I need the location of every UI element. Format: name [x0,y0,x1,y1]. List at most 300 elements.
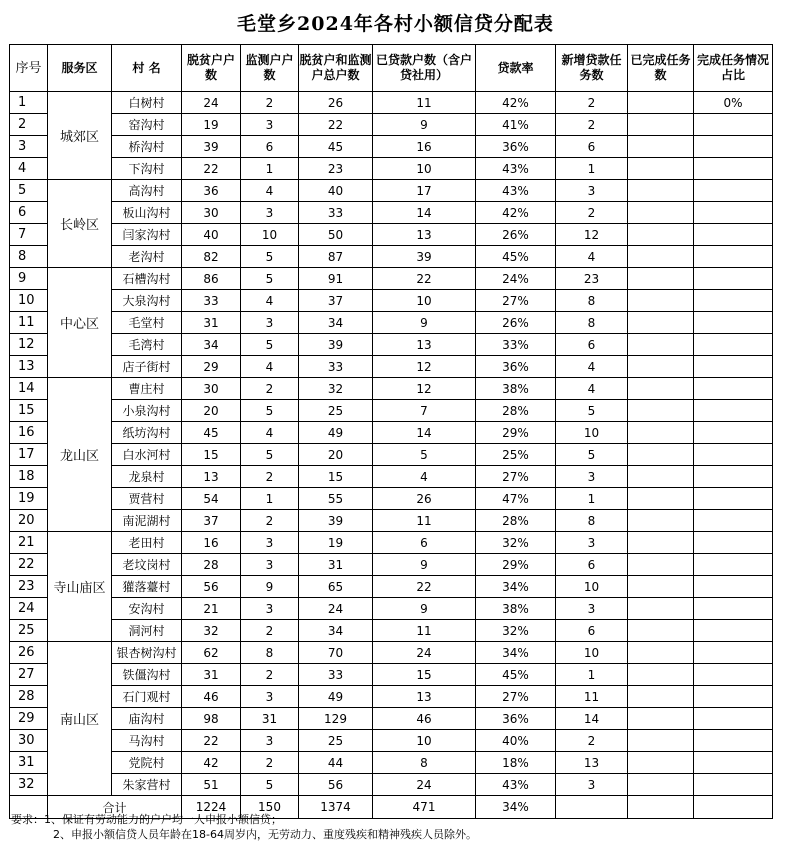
cell-loan-rate[interactable]: 38% [476,598,556,620]
cell-total-households[interactable]: 23 [299,158,373,180]
cell-new-loan-tasks[interactable]: 11 [556,686,628,708]
cell-monitored-households[interactable]: 3 [241,532,299,554]
cell-loaned-households[interactable]: 13 [373,334,476,356]
cell-loan-rate[interactable]: 42% [476,92,556,114]
cell-completion-ratio[interactable] [694,532,773,554]
total-loan-rate[interactable]: 34% [476,796,556,819]
cell-poor-households[interactable]: 62 [182,642,241,664]
cell-completion-ratio[interactable] [694,576,773,598]
cell-poor-households[interactable]: 36 [182,180,241,202]
cell-new-loan-tasks[interactable]: 1 [556,158,628,180]
cell-seq[interactable]: 32 [10,774,48,796]
cell-loan-rate[interactable]: 43% [476,158,556,180]
cell-seq[interactable]: 15 [10,400,48,422]
cell-completed-tasks[interactable] [628,532,694,554]
cell-new-loan-tasks[interactable]: 8 [556,312,628,334]
cell-total-households[interactable]: 50 [299,224,373,246]
cell-completed-tasks[interactable] [628,158,694,180]
cell-new-loan-tasks[interactable]: 6 [556,554,628,576]
cell-loaned-households[interactable]: 46 [373,708,476,730]
cell-completion-ratio[interactable] [694,444,773,466]
cell-poor-households[interactable]: 45 [182,422,241,444]
cell-loan-rate[interactable]: 29% [476,422,556,444]
cell-seq[interactable]: 20 [10,510,48,532]
cell-new-loan-tasks[interactable]: 10 [556,576,628,598]
cell-poor-households[interactable]: 21 [182,598,241,620]
cell-poor-households[interactable]: 51 [182,774,241,796]
cell-loaned-households[interactable]: 10 [373,158,476,180]
cell-village[interactable]: 大泉沟村 [112,290,182,312]
cell-seq[interactable]: 12 [10,334,48,356]
cell-poor-households[interactable]: 31 [182,664,241,686]
cell-completed-tasks[interactable] [628,268,694,290]
cell-loaned-households[interactable]: 9 [373,114,476,136]
cell-completion-ratio[interactable] [694,664,773,686]
cell-total-households[interactable]: 31 [299,554,373,576]
cell-completion-ratio[interactable] [694,224,773,246]
cell-completion-ratio[interactable] [694,356,773,378]
cell-loaned-households[interactable]: 22 [373,268,476,290]
cell-poor-households[interactable]: 54 [182,488,241,510]
cell-loan-rate[interactable]: 27% [476,466,556,488]
cell-village[interactable]: 店子街村 [112,356,182,378]
cell-village[interactable]: 石槽沟村 [112,268,182,290]
cell-seq[interactable]: 4 [10,158,48,180]
cell-completion-ratio[interactable] [694,730,773,752]
cell-seq[interactable]: 25 [10,620,48,642]
cell-new-loan-tasks[interactable]: 13 [556,752,628,774]
cell-poor-households[interactable]: 33 [182,290,241,312]
cell-village[interactable]: 高沟村 [112,180,182,202]
cell-seq[interactable]: 14 [10,378,48,400]
cell-village[interactable]: 马沟村 [112,730,182,752]
cell-completed-tasks[interactable] [628,444,694,466]
cell-total-households[interactable]: 70 [299,642,373,664]
cell-poor-households[interactable]: 42 [182,752,241,774]
cell-completion-ratio[interactable] [694,620,773,642]
cell-total-households[interactable]: 49 [299,422,373,444]
cell-village[interactable]: 洞河村 [112,620,182,642]
cell-new-loan-tasks[interactable]: 8 [556,510,628,532]
cell-loan-rate[interactable]: 18% [476,752,556,774]
cell-new-loan-tasks[interactable]: 2 [556,92,628,114]
cell-completed-tasks[interactable] [628,642,694,664]
cell-seq[interactable]: 28 [10,686,48,708]
cell-loan-rate[interactable]: 24% [476,268,556,290]
cell-poor-households[interactable]: 32 [182,620,241,642]
total-loaned-households[interactable]: 471 [373,796,476,819]
cell-poor-households[interactable]: 30 [182,202,241,224]
cell-village[interactable]: 铁僵沟村 [112,664,182,686]
cell-completed-tasks[interactable] [628,180,694,202]
cell-total-households[interactable]: 26 [299,92,373,114]
cell-poor-households[interactable]: 20 [182,400,241,422]
cell-loaned-households[interactable]: 15 [373,664,476,686]
cell-district[interactable]: 龙山区 [48,378,112,532]
cell-total-households[interactable]: 37 [299,290,373,312]
cell-loaned-households[interactable]: 26 [373,488,476,510]
cell-completed-tasks[interactable] [628,114,694,136]
cell-village[interactable]: 白树村 [112,92,182,114]
cell-completion-ratio[interactable] [694,136,773,158]
cell-seq[interactable]: 29 [10,708,48,730]
cell-new-loan-tasks[interactable]: 2 [556,202,628,224]
cell-monitored-households[interactable]: 1 [241,158,299,180]
cell-poor-households[interactable]: 22 [182,730,241,752]
cell-monitored-households[interactable]: 5 [241,268,299,290]
cell-monitored-households[interactable]: 3 [241,598,299,620]
cell-village[interactable]: 纸坊沟村 [112,422,182,444]
cell-completed-tasks[interactable] [628,598,694,620]
cell-new-loan-tasks[interactable]: 14 [556,708,628,730]
cell-total-households[interactable]: 56 [299,774,373,796]
cell-monitored-households[interactable]: 4 [241,180,299,202]
cell-new-loan-tasks[interactable]: 4 [556,356,628,378]
cell-completion-ratio[interactable] [694,488,773,510]
cell-total-households[interactable]: 33 [299,356,373,378]
cell-completed-tasks[interactable] [628,202,694,224]
cell-village[interactable]: 毛湾村 [112,334,182,356]
cell-loan-rate[interactable]: 43% [476,180,556,202]
cell-new-loan-tasks[interactable]: 12 [556,224,628,246]
cell-loaned-households[interactable]: 9 [373,312,476,334]
cell-total-households[interactable]: 33 [299,202,373,224]
cell-total-households[interactable]: 33 [299,664,373,686]
cell-monitored-households[interactable]: 2 [241,466,299,488]
cell-loan-rate[interactable]: 26% [476,312,556,334]
cell-completed-tasks[interactable] [628,620,694,642]
cell-seq[interactable]: 10 [10,290,48,312]
total-total-households[interactable]: 1374 [299,796,373,819]
cell-completed-tasks[interactable] [628,378,694,400]
cell-completion-ratio[interactable] [694,708,773,730]
cell-completion-ratio[interactable] [694,378,773,400]
cell-monitored-households[interactable]: 3 [241,730,299,752]
cell-completion-ratio[interactable] [694,334,773,356]
cell-loaned-households[interactable]: 17 [373,180,476,202]
cell-monitored-households[interactable]: 4 [241,356,299,378]
total-poor-households[interactable]: 1224 [182,796,241,819]
cell-poor-households[interactable]: 39 [182,136,241,158]
cell-completion-ratio[interactable] [694,598,773,620]
cell-total-households[interactable]: 55 [299,488,373,510]
cell-poor-households[interactable]: 34 [182,334,241,356]
cell-completion-ratio[interactable] [694,268,773,290]
cell-monitored-households[interactable]: 4 [241,422,299,444]
cell-monitored-households[interactable]: 2 [241,664,299,686]
cell-completed-tasks[interactable] [628,774,694,796]
cell-total-households[interactable]: 45 [299,136,373,158]
cell-completed-tasks[interactable] [628,576,694,598]
cell-loan-rate[interactable]: 32% [476,620,556,642]
cell-new-loan-tasks[interactable]: 6 [556,620,628,642]
cell-loaned-households[interactable]: 9 [373,598,476,620]
cell-seq[interactable]: 18 [10,466,48,488]
cell-completion-ratio[interactable] [694,312,773,334]
cell-loaned-households[interactable]: 11 [373,510,476,532]
cell-poor-households[interactable]: 31 [182,312,241,334]
cell-monitored-households[interactable]: 9 [241,576,299,598]
cell-total-households[interactable]: 25 [299,400,373,422]
cell-poor-households[interactable]: 28 [182,554,241,576]
cell-monitored-households[interactable]: 2 [241,752,299,774]
cell-monitored-households[interactable]: 1 [241,488,299,510]
cell-poor-households[interactable]: 15 [182,444,241,466]
cell-seq[interactable]: 17 [10,444,48,466]
cell-completion-ratio[interactable] [694,180,773,202]
cell-village[interactable]: 南泥湖村 [112,510,182,532]
cell-poor-households[interactable]: 86 [182,268,241,290]
cell-district[interactable]: 中心区 [48,268,112,378]
cell-loaned-households[interactable]: 10 [373,730,476,752]
cell-monitored-households[interactable]: 31 [241,708,299,730]
cell-total-households[interactable]: 91 [299,268,373,290]
cell-loan-rate[interactable]: 27% [476,290,556,312]
cell-loan-rate[interactable]: 41% [476,114,556,136]
cell-total-households[interactable]: 40 [299,180,373,202]
cell-completed-tasks[interactable] [628,752,694,774]
cell-monitored-households[interactable]: 3 [241,202,299,224]
cell-new-loan-tasks[interactable]: 1 [556,664,628,686]
cell-completed-tasks[interactable] [628,356,694,378]
cell-village[interactable]: 窑沟村 [112,114,182,136]
cell-village[interactable]: 桥沟村 [112,136,182,158]
cell-loan-rate[interactable]: 38% [476,378,556,400]
cell-monitored-households[interactable]: 4 [241,290,299,312]
cell-village[interactable]: 白水河村 [112,444,182,466]
cell-village[interactable]: 石门观村 [112,686,182,708]
cell-total-households[interactable]: 34 [299,312,373,334]
cell-loaned-households[interactable]: 13 [373,686,476,708]
cell-loan-rate[interactable]: 47% [476,488,556,510]
cell-district[interactable]: 长岭区 [48,180,112,268]
cell-total-households[interactable]: 87 [299,246,373,268]
total-monitored-households[interactable]: 150 [241,796,299,819]
cell-loan-rate[interactable]: 28% [476,510,556,532]
cell-total-households[interactable]: 129 [299,708,373,730]
cell-village[interactable]: 贾营村 [112,488,182,510]
cell-completion-ratio[interactable] [694,158,773,180]
cell-new-loan-tasks[interactable]: 4 [556,378,628,400]
cell-monitored-households[interactable]: 5 [241,444,299,466]
cell-village[interactable]: 毛堂村 [112,312,182,334]
cell-completed-tasks[interactable] [628,686,694,708]
cell-seq[interactable]: 31 [10,752,48,774]
cell-new-loan-tasks[interactable]: 3 [556,466,628,488]
cell-loan-rate[interactable]: 25% [476,444,556,466]
cell-seq[interactable]: 27 [10,664,48,686]
cell-poor-households[interactable]: 22 [182,158,241,180]
cell-seq[interactable]: 8 [10,246,48,268]
cell-completed-tasks[interactable] [628,708,694,730]
cell-monitored-households[interactable]: 8 [241,642,299,664]
cell-poor-households[interactable]: 40 [182,224,241,246]
cell-new-loan-tasks[interactable]: 8 [556,290,628,312]
cell-loan-rate[interactable]: 43% [476,774,556,796]
cell-village[interactable]: 安沟村 [112,598,182,620]
cell-village[interactable]: 朱家营村 [112,774,182,796]
cell-completion-ratio[interactable] [694,114,773,136]
cell-loan-rate[interactable]: 45% [476,664,556,686]
cell-new-loan-tasks[interactable]: 10 [556,422,628,444]
cell-monitored-households[interactable]: 2 [241,510,299,532]
cell-poor-households[interactable]: 46 [182,686,241,708]
cell-loaned-households[interactable]: 11 [373,92,476,114]
cell-loan-rate[interactable]: 42% [476,202,556,224]
cell-seq[interactable]: 16 [10,422,48,444]
cell-village[interactable]: 庙沟村 [112,708,182,730]
cell-total-households[interactable]: 39 [299,334,373,356]
cell-monitored-households[interactable]: 2 [241,378,299,400]
cell-district[interactable]: 南山区 [48,642,112,796]
cell-completed-tasks[interactable] [628,400,694,422]
cell-completion-ratio[interactable] [694,554,773,576]
cell-loaned-households[interactable]: 39 [373,246,476,268]
cell-completed-tasks[interactable] [628,92,694,114]
cell-total-households[interactable]: 25 [299,730,373,752]
cell-loaned-households[interactable]: 4 [373,466,476,488]
cell-loaned-households[interactable]: 14 [373,202,476,224]
cell-monitored-households[interactable]: 3 [241,312,299,334]
cell-village[interactable]: 老沟村 [112,246,182,268]
cell-poor-households[interactable]: 29 [182,356,241,378]
cell-total-households[interactable]: 34 [299,620,373,642]
cell-new-loan-tasks[interactable]: 10 [556,642,628,664]
cell-monitored-households[interactable]: 5 [241,334,299,356]
cell-loaned-households[interactable]: 10 [373,290,476,312]
cell-completion-ratio[interactable] [694,422,773,444]
total-label[interactable]: 合计 [48,796,182,819]
cell-completed-tasks[interactable] [628,554,694,576]
cell-seq[interactable]: 11 [10,312,48,334]
cell-village[interactable]: 板山沟村 [112,202,182,224]
cell-poor-households[interactable]: 82 [182,246,241,268]
cell-loaned-households[interactable]: 22 [373,576,476,598]
cell-poor-households[interactable]: 98 [182,708,241,730]
cell-monitored-households[interactable]: 10 [241,224,299,246]
cell-completed-tasks[interactable] [628,334,694,356]
cell-seq[interactable]: 26 [10,642,48,664]
cell-loaned-households[interactable]: 11 [373,620,476,642]
cell-seq[interactable]: 21 [10,532,48,554]
cell-seq[interactable]: 22 [10,554,48,576]
cell-completed-tasks[interactable] [628,664,694,686]
cell-completion-ratio[interactable] [694,774,773,796]
cell-monitored-households[interactable]: 5 [241,246,299,268]
cell-loaned-households[interactable]: 7 [373,400,476,422]
cell-completion-ratio[interactable] [694,510,773,532]
cell-completed-tasks[interactable] [628,290,694,312]
cell-new-loan-tasks[interactable]: 3 [556,774,628,796]
cell-poor-households[interactable]: 56 [182,576,241,598]
cell-seq[interactable]: 30 [10,730,48,752]
cell-seq[interactable]: 23 [10,576,48,598]
cell-loan-rate[interactable]: 27% [476,686,556,708]
cell-loan-rate[interactable]: 28% [476,400,556,422]
cell-new-loan-tasks[interactable]: 3 [556,598,628,620]
cell-total-households[interactable]: 39 [299,510,373,532]
cell-seq[interactable]: 2 [10,114,48,136]
cell-seq[interactable]: 9 [10,268,48,290]
cell-new-loan-tasks[interactable]: 23 [556,268,628,290]
cell-total-households[interactable]: 44 [299,752,373,774]
cell-seq[interactable]: 7 [10,224,48,246]
cell-completion-ratio[interactable] [694,290,773,312]
cell-new-loan-tasks[interactable]: 5 [556,444,628,466]
cell-loan-rate[interactable]: 32% [476,532,556,554]
cell-monitored-households[interactable]: 2 [241,620,299,642]
cell-completed-tasks[interactable] [628,488,694,510]
cell-loan-rate[interactable]: 34% [476,576,556,598]
cell-completion-ratio[interactable] [694,246,773,268]
cell-monitored-households[interactable]: 3 [241,114,299,136]
cell-district[interactable]: 寺山庙区 [48,532,112,642]
cell-total-households[interactable]: 15 [299,466,373,488]
cell-seq[interactable]: 19 [10,488,48,510]
cell-loaned-households[interactable]: 12 [373,356,476,378]
cell-loan-rate[interactable]: 29% [476,554,556,576]
cell-completed-tasks[interactable] [628,466,694,488]
cell-village[interactable]: 曹庄村 [112,378,182,400]
cell-loaned-households[interactable]: 13 [373,224,476,246]
cell-monitored-households[interactable]: 3 [241,686,299,708]
cell-new-loan-tasks[interactable]: 5 [556,400,628,422]
cell-total-households[interactable]: 20 [299,444,373,466]
cell-new-loan-tasks[interactable]: 6 [556,136,628,158]
cell-loaned-households[interactable]: 12 [373,378,476,400]
cell-loaned-households[interactable]: 8 [373,752,476,774]
cell-seq[interactable]: 6 [10,202,48,224]
cell-new-loan-tasks[interactable]: 2 [556,114,628,136]
cell-loaned-households[interactable]: 14 [373,422,476,444]
cell-loaned-households[interactable]: 24 [373,774,476,796]
cell-completion-ratio[interactable] [694,642,773,664]
cell-village[interactable]: 老坟岗村 [112,554,182,576]
cell-loan-rate[interactable]: 40% [476,730,556,752]
cell-new-loan-tasks[interactable]: 3 [556,532,628,554]
cell-total-households[interactable]: 65 [299,576,373,598]
cell-loan-rate[interactable]: 36% [476,708,556,730]
cell-poor-households[interactable]: 30 [182,378,241,400]
cell-completed-tasks[interactable] [628,730,694,752]
cell-seq[interactable]: 5 [10,180,48,202]
cell-total-households[interactable]: 19 [299,532,373,554]
cell-new-loan-tasks[interactable]: 4 [556,246,628,268]
cell-loan-rate[interactable]: 33% [476,334,556,356]
cell-poor-households[interactable]: 19 [182,114,241,136]
cell-loan-rate[interactable]: 34% [476,642,556,664]
cell-poor-households[interactable]: 37 [182,510,241,532]
cell-new-loan-tasks[interactable]: 2 [556,730,628,752]
cell-village[interactable]: 下沟村 [112,158,182,180]
cell-poor-households[interactable]: 24 [182,92,241,114]
cell-loaned-households[interactable]: 6 [373,532,476,554]
cell-seq[interactable]: 1 [10,92,48,114]
cell-monitored-households[interactable]: 3 [241,554,299,576]
cell-total-households[interactable]: 49 [299,686,373,708]
cell-total-households[interactable]: 32 [299,378,373,400]
cell-village[interactable]: 闫家沟村 [112,224,182,246]
cell-seq[interactable]: 13 [10,356,48,378]
cell-completion-ratio[interactable] [694,686,773,708]
cell-completed-tasks[interactable] [628,136,694,158]
cell-seq[interactable]: 3 [10,136,48,158]
cell-loan-rate[interactable]: 36% [476,356,556,378]
cell-loaned-households[interactable]: 9 [373,554,476,576]
cell-completed-tasks[interactable] [628,422,694,444]
cell-loan-rate[interactable]: 45% [476,246,556,268]
cell-completed-tasks[interactable] [628,510,694,532]
